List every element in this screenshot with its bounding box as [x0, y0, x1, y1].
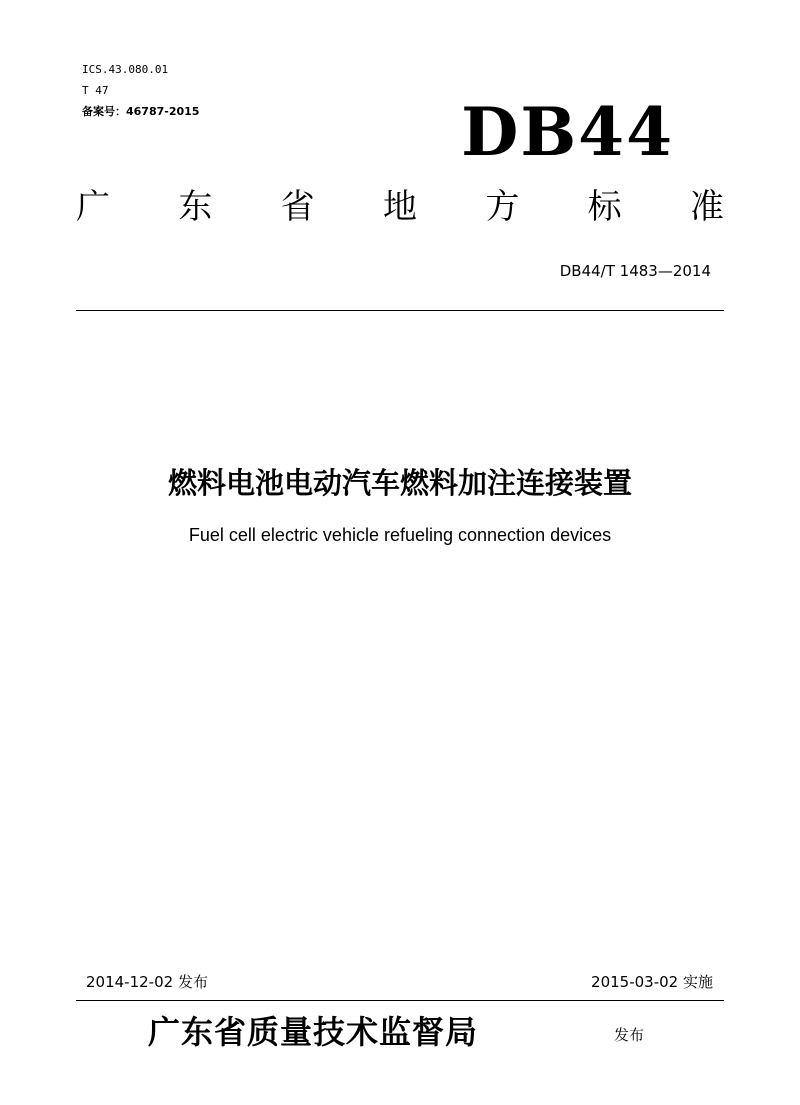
implement-date: 2015-03-02 实施 — [591, 973, 713, 991]
title-chinese: 燃料电池电动汽车燃料加注连接装置 — [167, 466, 632, 500]
standard-type-char: 省 — [280, 187, 315, 227]
db44-logo: DB44 — [461, 93, 674, 171]
filing-number: 备案号：46787-2015 — [82, 105, 200, 118]
bottom-divider — [76, 1000, 724, 1001]
standard-type-char: 方 — [485, 187, 520, 227]
standard-type-char: 标 — [587, 187, 622, 227]
standard-type-char: 准 — [689, 187, 724, 227]
top-divider — [76, 310, 724, 311]
standard-type-char: 东 — [178, 187, 213, 227]
issuer-name: 广东省质量技术监督局 — [148, 1013, 479, 1051]
standard-type-char: 地 — [382, 187, 417, 227]
classification-code: T 47 — [82, 84, 109, 97]
standard-type-heading — [76, 184, 724, 230]
standard-code: DB44/T 1483—2014 — [559, 262, 711, 280]
title-english: Fuel cell electric vehicle refueling connection devices — [188, 525, 612, 545]
publish-date: 2014-12-02 发布 — [86, 973, 208, 991]
standard-type-char: 广 — [76, 187, 110, 227]
ics-number: ICS.43.080.01 — [82, 63, 169, 76]
issuer-suffix: 发布 — [614, 1026, 645, 1044]
